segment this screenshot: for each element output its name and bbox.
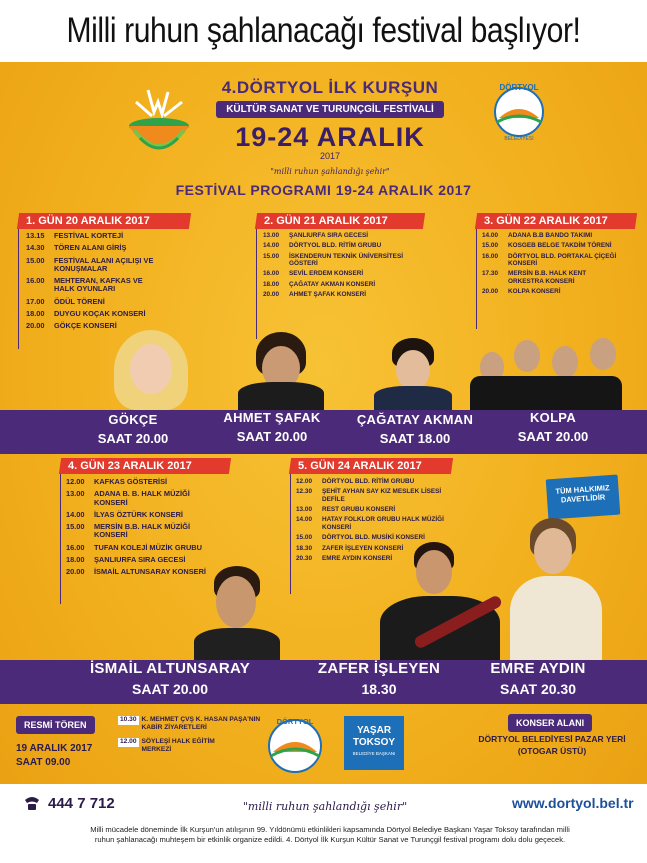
event-name: SEVİL ERDEM KONSERİ	[289, 270, 364, 278]
event-name: GÖKÇE KONSERİ	[54, 321, 117, 331]
event-name: DÖRTYOL BLD. PORTAKAL ÇİÇEĞİ KONSERİ	[508, 252, 617, 268]
artist-name: EMRE AYDIN	[490, 660, 586, 677]
day3-schedule	[482, 232, 622, 299]
festival-dates: 19-24 ARALIK	[235, 122, 425, 152]
event-name: TÖREN ALANI GİRİŞ	[54, 243, 127, 253]
day1-event	[26, 298, 156, 306]
event-time: 13.00	[296, 506, 312, 514]
konser-place2: (OTOGAR ÜSTÜ)	[517, 745, 587, 756]
day4-event	[66, 544, 216, 552]
konser-place: DÖRTYOL BELEDİYESİ PAZAR YERİ	[478, 734, 626, 744]
event-time: 15.00	[263, 252, 279, 260]
event-name: DUYGU KOÇAK KONSERİ	[54, 308, 146, 318]
day1-schedule	[26, 232, 156, 335]
mayor-name2: TOKSOY	[352, 736, 396, 748]
day5-event	[296, 478, 446, 485]
day1-divider	[18, 229, 19, 349]
day4-event	[66, 523, 216, 540]
konser-location	[476, 734, 628, 758]
event-time: 15.00	[66, 522, 85, 532]
svg-text:DÖRTYOL: DÖRTYOL	[276, 717, 314, 726]
day5-event	[296, 516, 446, 531]
day3-header: 3. GÜN 22 ARALIK 2017	[475, 213, 637, 229]
event-name: ADANA B.B BANDO TAKIMI	[508, 232, 593, 239]
day3-event	[482, 270, 622, 285]
artist-photo-emre-aydin	[500, 514, 610, 662]
artist-photo-ahmet-safak	[230, 328, 330, 410]
day4-schedule	[66, 478, 216, 581]
event-name: ŞEHİT AYHAN SAY KIZ MESLEK LİSESİ DEFİLE	[322, 488, 442, 503]
day5-event	[296, 488, 446, 503]
event-name: İSKENDERUN TEKNİK ÜNİVERSİTESİ GÖSTERİ	[289, 252, 403, 268]
event-name: FESTİVAL ALANI AÇILIŞI VE KONUŞMALAR	[54, 255, 154, 273]
artist-time: SAAT 20.00	[132, 681, 208, 697]
day3-event	[482, 253, 622, 268]
day1-event	[26, 310, 156, 318]
resmi-date: 19 ARALIK 2017	[16, 743, 93, 754]
resmi-datetime	[16, 742, 92, 770]
event-time: 20.00	[66, 567, 85, 577]
day2-event	[263, 291, 403, 298]
festival-logo-icon	[118, 82, 200, 162]
event-time: 20.00	[26, 321, 45, 331]
event-time: 13.15	[26, 231, 45, 240]
artist-time: 18.30	[361, 681, 397, 697]
day2-divider	[256, 229, 257, 339]
website-link[interactable]: www.dortyol.bel.tr	[512, 795, 634, 811]
event-time: 17.30	[482, 270, 498, 278]
event-time: 16.00	[26, 276, 45, 286]
artist-name: ÇAĞATAY AKMAN	[356, 412, 474, 427]
konser-label: KONSER ALANI	[508, 714, 592, 732]
invitation-badge: TÜM HALKIMIZ DAVETLİDİR	[546, 475, 621, 520]
footer-slogan: "milli ruhun şahlandığı şehir"	[242, 800, 408, 813]
artist-name: KOLPA	[529, 410, 577, 425]
day2-event	[263, 281, 403, 288]
event-time: 16.00	[263, 270, 279, 278]
event-name: ÇAĞATAY AKMAN KONSERİ	[289, 280, 376, 288]
day3-event	[482, 242, 622, 249]
event-name: İSMAİL ALTUNSARAY KONSERİ	[94, 567, 206, 577]
day4-event	[66, 511, 216, 519]
event-name: ADANA B. B. HALK MÜZİĞİ KONSERİ	[94, 489, 190, 507]
event-time: 13.00	[66, 489, 85, 499]
artist-photo-cagatay-akman	[368, 338, 458, 410]
photo-caption: Milli mücadele döneminde İlk Kurşun'un atılışının 99. Yıldönümü etkinlikleri kapsamında Dörtyol Belediye Başkanı Yaşar Toksoy tarafından milli ruhun şahlanacağı muhteşem bir etkinlik organize edildi. 4. Dörtyol İlk Kurşun Kültür Sanat ve Turunçgil festival programı dolu dolu geçecek.	[90, 825, 570, 845]
day3-divider	[476, 229, 477, 329]
event-time: 15.00	[26, 255, 45, 265]
event-name: İLYAS ÖZTÜRK KONSERİ	[94, 509, 183, 519]
artist-label	[498, 410, 608, 444]
artist-photo-zafer-isleyen	[370, 538, 510, 662]
event-time: 14.00	[263, 242, 279, 250]
artist-time: SAAT 20.00	[97, 431, 169, 446]
festival-motto: "milli ruhun şahlandığı şehir"	[270, 167, 390, 176]
event-name: DÖRTYOL BLD. RİTİM GRUBU	[289, 242, 382, 250]
event-name: KOSGEB BELGE TAKDİM TÖRENİ	[508, 242, 612, 250]
artist-photo-gokce	[96, 328, 206, 410]
resmi-item-time: 12.00	[120, 737, 137, 745]
day1-event	[26, 277, 156, 294]
artist-label	[340, 412, 490, 446]
article-headline: Milli ruhun şahlanacağı festival başlıyor!	[66, 11, 581, 50]
day4-event	[66, 568, 216, 576]
day3-event	[482, 288, 622, 295]
artist-photo-ismail-altunsaray	[188, 564, 284, 662]
festival-year: 2017	[319, 151, 341, 161]
artist-label	[70, 660, 270, 697]
event-time: 14.00	[482, 232, 498, 239]
event-time: 18.00	[66, 554, 85, 564]
event-time: 12.30	[296, 488, 312, 496]
artist-label	[68, 412, 198, 446]
day1-event	[26, 244, 156, 252]
artist-time: SAAT 20.30	[500, 681, 576, 697]
event-time: 15.00	[296, 534, 312, 542]
day5-divider	[290, 474, 291, 594]
artist-name: GÖKÇE	[108, 412, 158, 427]
festival-title-block	[200, 78, 460, 176]
day1-event	[26, 257, 156, 274]
artist-time: SAAT 20.00	[236, 429, 308, 444]
day4-divider	[60, 474, 61, 604]
artist-name: İSMAİL ALTUNSARAY	[89, 660, 251, 677]
event-time: 12.00	[66, 477, 85, 486]
event-time: 14.00	[66, 509, 85, 519]
event-name: EMRE AYDIN KONSERİ	[322, 554, 393, 562]
resmi-item-time: 10.30	[120, 716, 137, 723]
resmi-label: RESMİ TÖREN	[16, 716, 95, 734]
day1-header: 1. GÜN 20 ARALIK 2017	[17, 213, 191, 229]
svg-text:BELEDİYESİ: BELEDİYESİ	[504, 136, 534, 142]
event-name: MERSİN B.B. HALK MÜZİĞİ KONSERİ	[94, 522, 191, 540]
event-time: 20.00	[482, 288, 498, 296]
artist-label	[208, 410, 336, 444]
mayor-badge	[344, 716, 404, 770]
phone-text: 444 7 712	[48, 795, 115, 812]
event-time: 14.30	[26, 243, 45, 253]
artist-photo-kolpa	[466, 330, 626, 410]
municipality-logo-bottom-icon	[258, 712, 332, 776]
event-time: 15.00	[482, 242, 498, 250]
festival-name: 4.DÖRTYOL İLK KURŞUN	[221, 78, 439, 97]
program-title: FESTİVAL PROGRAMI 19-24 ARALIK 2017	[175, 182, 472, 198]
event-time: 16.00	[482, 252, 498, 260]
event-name: ÖDÜL TÖRENİ	[54, 296, 105, 306]
day4-event	[66, 556, 216, 564]
festival-subtitle: KÜLTÜR SANAT VE TURUNÇGİL FESTİVALİ	[216, 101, 444, 118]
day2-header: 2. GÜN 21 ARALIK 2017	[255, 213, 425, 229]
event-name: MEHTERAN, KAFKAS VE HALK OYUNLARI	[54, 276, 143, 294]
municipality-logo-icon	[480, 80, 558, 142]
event-time: 12.00	[296, 478, 312, 485]
day3-event	[482, 232, 622, 239]
event-time: 18.30	[296, 544, 312, 552]
event-time: 18.00	[263, 280, 279, 288]
phone-icon	[22, 796, 42, 812]
day2-schedule	[263, 232, 403, 302]
resmi-item	[118, 716, 262, 732]
event-name: AHMET ŞAFAK KONSERİ	[289, 291, 367, 299]
event-name: FESTİVAL KORTEJİ	[54, 231, 124, 240]
day1-event	[26, 232, 156, 240]
event-name: HATAY FOLKLOR GRUBU HALK MÜZİĞİ KONSERİ	[322, 516, 444, 531]
resmi-item-event: SÖYLEŞİ HALK EĞİTİM MERKEZİ	[141, 737, 215, 753]
event-time: 14.00	[296, 516, 312, 524]
event-name: ZAFER İŞLEYEN KONSERİ	[322, 544, 404, 552]
event-name: DÖRTYOL BLD. MUSİKİ KONSERİ	[322, 534, 425, 542]
event-name: REST GRUBU KONSERİ	[322, 506, 396, 514]
event-name: KAFKAS GÖSTERİSİ	[94, 477, 168, 486]
artist-label	[478, 660, 598, 697]
day4-event	[66, 478, 216, 486]
mayor-title: BELEDİYE BAŞKANI	[352, 751, 396, 756]
artist-time: SAAT 18.00	[379, 431, 451, 446]
mayor-name1: YAŞAR	[356, 725, 392, 736]
event-time: 20.00	[263, 291, 279, 299]
artist-name: AHMET ŞAFAK	[223, 410, 321, 425]
event-name: ŞANLIURFA SIRA GECESİ	[94, 554, 186, 564]
artist-label	[304, 660, 454, 697]
event-time: 13.00	[263, 232, 279, 239]
resmi-item	[118, 738, 262, 754]
event-name: ŞANLIURFA SIRA GECESİ	[289, 232, 369, 239]
artist-time: SAAT 20.00	[517, 429, 589, 444]
svg-text:DÖRTYOL: DÖRTYOL	[499, 83, 539, 92]
event-time: 20.30	[296, 554, 312, 562]
festival-poster	[0, 62, 647, 822]
day4-header: 4. GÜN 23 ARALIK 2017	[59, 458, 231, 474]
resmi-list	[118, 716, 262, 760]
event-name: KOLPA KONSERİ	[508, 288, 561, 296]
event-name: TUFAN KOLEJİ MÜZİK GRUBU	[94, 542, 202, 552]
day2-event	[263, 242, 403, 249]
day4-event	[66, 490, 216, 507]
event-time: 16.00	[66, 542, 85, 552]
day2-event	[263, 253, 403, 268]
event-name: MERSİN B.B. HALK KENT ORKESTRA KONSERİ	[508, 270, 587, 285]
resmi-item-event: K. MEHMET ÇVŞ K. HASAN PAŞA'NIN KABİR ZİYARETLERİ	[141, 716, 261, 731]
artist-name: ZAFER İŞLEYEN	[317, 660, 441, 677]
resmi-time: SAAT 09.00	[16, 757, 71, 768]
day5-header: 5. GÜN 24 ARALIK 2017	[289, 458, 453, 474]
event-time: 18.00	[26, 308, 45, 318]
day2-event	[263, 232, 403, 239]
event-name: DÖRTYOL BLD. RİTİM GRUBU	[322, 478, 415, 485]
phone-number[interactable]	[22, 795, 115, 812]
event-time: 17.00	[26, 296, 45, 306]
day2-event	[263, 270, 403, 277]
day5-event	[296, 506, 446, 513]
